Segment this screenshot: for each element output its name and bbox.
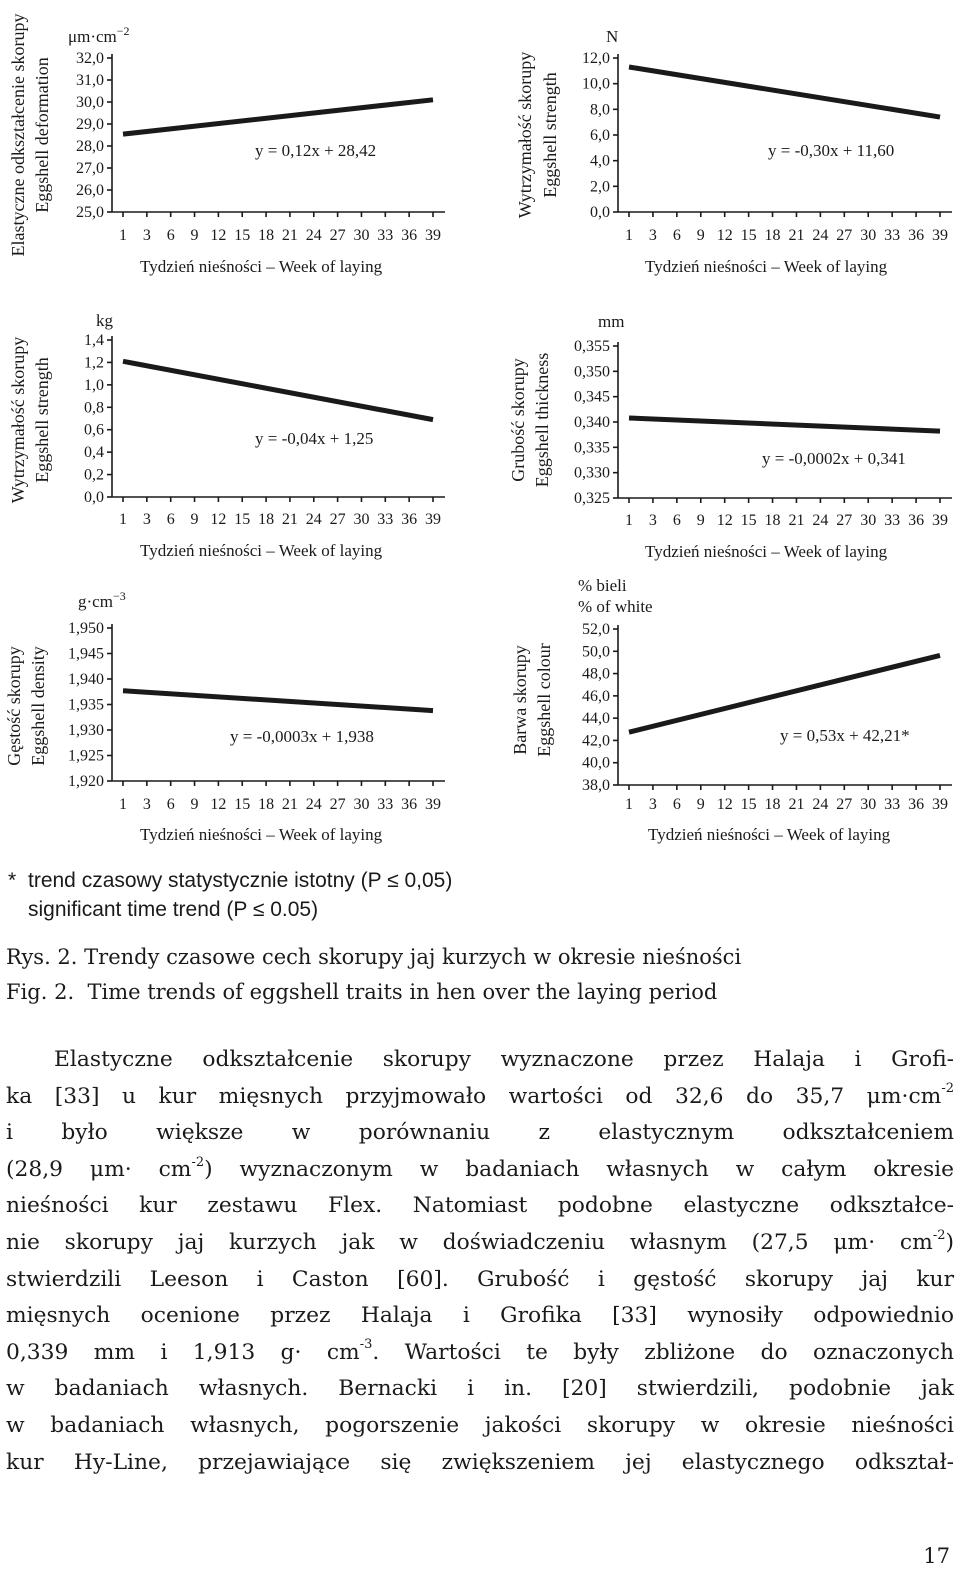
y-tick-label: 0,4: [84, 444, 104, 462]
y-tick-label: 25,0: [76, 204, 104, 221]
x-tick-label: 12: [716, 512, 733, 529]
x-tick-label: 1: [625, 796, 633, 813]
chart-eggshell-strength-n: [515, 27, 952, 276]
y-tick-label: 0,0: [590, 204, 610, 221]
body-line: nie skorupy jaj kurzych jak w doświadczeniu własnym (27,5 $\mu m\cdot cm^{-2}$): [6, 1227, 954, 1255]
x-tick-label: 1: [625, 227, 633, 244]
x-tick-label: 39: [932, 227, 948, 244]
x-tick-label: 12: [210, 511, 227, 528]
y-tick-label: 1,4: [84, 332, 104, 349]
x-tick-label: 15: [740, 512, 757, 529]
x-tick-label: 18: [764, 512, 781, 529]
y-axis-label-en: Eggshell density: [28, 646, 48, 766]
x-tick-label: 3: [142, 511, 151, 528]
unit-label: kg: [96, 311, 113, 330]
y-tick-label: 1,940: [68, 671, 104, 688]
x-tick-label: 21: [788, 227, 805, 244]
y-tick-label: 50,0: [582, 643, 610, 661]
y-tick-label: 0,0: [84, 489, 104, 506]
caption-pl: Rys. 2. Trendy czasowe cech skorupy jaj kurzych w okresie nieśności: [6, 945, 742, 969]
x-tick-label: 33: [377, 227, 394, 244]
body-line: 0,339 mm i 1,913 $g\cdot cm^{-3}$. Wartości te były zbliżone do oznaczonych: [6, 1337, 955, 1365]
chart-eggshell-density: [4, 589, 445, 844]
trend-line: [123, 100, 433, 134]
x-tick-label: 6: [166, 796, 175, 813]
y-axis-label-en: Eggshell colour: [534, 643, 554, 757]
y-tick-label: 0,330: [574, 464, 610, 482]
y-tick-label: 1,930: [68, 722, 104, 739]
y-tick-label: 40,0: [582, 754, 610, 772]
x-tick-label: 3: [648, 796, 657, 813]
x-tick-label: 1: [119, 511, 127, 528]
y-axis-label-pl: Barwa skorupy: [510, 645, 530, 755]
x-tick-label: 27: [836, 512, 853, 529]
y-tick-label: 10,0: [582, 75, 610, 93]
y-tick-label: 1,935: [68, 696, 104, 714]
x-tick-label: 33: [884, 227, 901, 244]
y-tick-label: 1,950: [68, 620, 104, 637]
y-tick-label: 0,2: [84, 466, 104, 484]
x-tick-label: 33: [884, 512, 901, 529]
body-line: i było większe w porównaniu z elastycznym odkształceniem: [6, 1120, 954, 1146]
x-tick-label: 27: [329, 511, 346, 528]
x-tick-label: 36: [908, 512, 925, 529]
page-number: 17: [923, 1544, 950, 1568]
x-tick-label: 3: [648, 227, 657, 244]
x-tick-label: 9: [696, 512, 705, 529]
y-axis-label-pl: Grubość skorupy: [508, 358, 528, 482]
y-tick-label: 1,2: [84, 354, 104, 372]
chart-eggshell-deformation: [8, 14, 445, 276]
y-tick-label: 4,0: [590, 152, 610, 170]
y-tick-label: 1,0: [84, 376, 104, 394]
chart-eggshell-colour: [510, 576, 952, 844]
body-line: w badaniach własnych, pogorszenie jakości skorupy w okresie nieśności: [6, 1412, 954, 1438]
body-line: stwierdzili Leeson i Caston [60]. Grubość i gęstość skorupy jaj kur: [6, 1266, 954, 1292]
x-tick-label: 21: [281, 511, 298, 528]
note-line-en: significant time trend (P ≤ 0.05): [28, 898, 319, 921]
x-tick-label: 6: [166, 227, 175, 244]
x-tick-label: 9: [190, 796, 199, 813]
y-tick-label: 48,0: [582, 665, 610, 683]
x-tick-label: 6: [672, 512, 681, 529]
y-tick-label: 27,0: [76, 160, 104, 177]
x-tick-label: 30: [353, 227, 370, 244]
x-axis-label: Tydzień nieśności – Week of laying: [645, 542, 888, 561]
trend-line: [123, 691, 433, 711]
body-line: ka [33] u kur mięsnych przyjmowało wartości od 32,6 do 35,7 $\mu m\cdot cm^{-2}$: [6, 1081, 954, 1109]
x-tick-label: 24: [305, 796, 322, 813]
x-tick-label: 6: [166, 511, 175, 528]
x-tick-label: 12: [716, 227, 733, 244]
x-tick-label: 1: [119, 796, 127, 813]
x-tick-label: 12: [210, 796, 227, 813]
x-tick-label: 30: [860, 512, 877, 529]
x-tick-label: 9: [190, 227, 199, 244]
y-tick-label: 0,350: [574, 363, 610, 381]
chart-eggshell-strength-kg: [8, 311, 445, 560]
x-axis-label: Tydzień nieśności – Week of laying: [648, 825, 891, 844]
x-tick-label: 18: [258, 227, 275, 244]
x-tick-label: 21: [281, 227, 298, 244]
x-tick-label: 6: [672, 796, 681, 813]
x-tick-label: 18: [764, 796, 781, 813]
x-tick-label: 3: [648, 512, 657, 529]
trend-line: [629, 418, 940, 431]
x-tick-label: 33: [377, 511, 394, 528]
x-tick-label: 27: [836, 796, 853, 813]
x-tick-label: 36: [401, 511, 418, 528]
y-tick-label: 0,335: [574, 439, 610, 457]
trend-equation: y = 0,53x + 42,21*: [780, 726, 910, 745]
body-line: (28,9 $\mu m\cdot cm^{-2}$) wyznaczonym w badaniach własnych w całym okresie: [6, 1154, 954, 1182]
y-axis-label-pl: Wytrzymałość skorupy: [515, 51, 535, 219]
y-axis-label-pl: Gęstość skorupy: [4, 646, 24, 766]
x-tick-label: 39: [425, 796, 441, 813]
caption-en: Fig. 2. Time trends of eggshell traits in hen over the laying period: [6, 980, 718, 1004]
chart-eggshell-thickness: [508, 312, 952, 561]
x-tick-label: 9: [190, 511, 199, 528]
y-tick-label: 0,325: [574, 490, 610, 507]
x-tick-label: 9: [696, 227, 705, 244]
x-tick-label: 15: [740, 227, 757, 244]
body-line: Elastyczne odkształcenie skorupy wyznaczone przez Halaja i Grofi-: [54, 1047, 954, 1072]
y-axis-label-en: Eggshell thickness: [532, 352, 552, 488]
unit-label: mm: [598, 312, 625, 331]
trend-line: [629, 655, 940, 732]
trend-equation: y = -0,04x + 1,25: [255, 429, 374, 448]
y-tick-label: 0,6: [84, 421, 104, 439]
x-tick-label: 33: [884, 796, 901, 813]
unit-label: % bieli: [578, 576, 627, 595]
x-axis-label: Tydzień nieśności – Week of laying: [645, 257, 888, 276]
y-tick-label: 0,340: [574, 414, 610, 431]
y-tick-label: 38,0: [582, 777, 610, 794]
x-tick-label: 9: [696, 796, 705, 813]
x-tick-label: 30: [353, 511, 370, 528]
y-tick-label: 1,945: [68, 645, 104, 663]
x-tick-label: 15: [740, 796, 757, 813]
x-tick-label: 36: [401, 227, 418, 244]
y-tick-label: 46,0: [582, 687, 610, 705]
x-tick-label: 21: [788, 512, 805, 529]
trend-line: [123, 361, 433, 419]
x-tick-label: 36: [908, 227, 925, 244]
unit-label: N: [606, 27, 619, 46]
y-tick-label: 2,0: [590, 178, 610, 196]
x-tick-label: 21: [281, 796, 298, 813]
x-axis-label: Tydzień nieśności – Week of laying: [140, 825, 383, 844]
body-paragraph: [6, 1042, 954, 1481]
x-tick-label: 15: [234, 511, 251, 528]
note-star: *: [8, 869, 17, 892]
unit-label-secondary: % of white: [578, 597, 653, 616]
x-tick-label: 33: [377, 796, 394, 813]
x-axis-label: Tydzień nieśności – Week of laying: [140, 541, 383, 560]
note-line-pl: trend czasowy statystycznie istotny (P ≤ 0,05): [28, 869, 453, 892]
y-tick-label: 29,0: [76, 116, 104, 133]
y-tick-label: 26,0: [76, 182, 104, 199]
x-tick-label: 15: [234, 227, 251, 244]
figure-notes: [8, 866, 452, 924]
x-tick-label: 18: [258, 511, 275, 528]
trend-equation: y = 0,12x + 28,42: [255, 141, 377, 160]
x-tick-label: 39: [932, 512, 948, 529]
x-tick-label: 24: [812, 512, 829, 529]
body-line: kur Hy-Line, przejawiające się zwiększeniem jej elastycznego odkształ-: [6, 1449, 954, 1475]
x-tick-label: 27: [836, 227, 853, 244]
y-axis-label-en: Eggshell strength: [32, 357, 52, 483]
x-tick-label: 3: [142, 227, 151, 244]
x-tick-label: 39: [425, 227, 441, 244]
x-tick-label: 30: [353, 796, 370, 813]
trend-line: [629, 67, 940, 117]
x-tick-label: 12: [716, 796, 733, 813]
x-tick-label: 39: [425, 511, 441, 528]
x-tick-label: 6: [672, 227, 681, 244]
y-tick-label: 0,345: [574, 388, 610, 406]
y-tick-label: 0,8: [84, 399, 104, 417]
x-tick-label: 24: [305, 511, 322, 528]
x-tick-label: 3: [142, 796, 151, 813]
x-tick-label: 27: [329, 227, 346, 244]
trend-equation: y = -0,0002x + 0,341: [762, 449, 906, 468]
y-tick-label: 12,0: [582, 50, 610, 67]
x-tick-label: 30: [860, 227, 877, 244]
x-axis-label: Tydzień nieśności – Week of laying: [140, 257, 383, 276]
y-axis-label-pl: Wytrzymałość skorupy: [8, 336, 28, 504]
x-tick-label: 36: [401, 796, 418, 813]
y-axis-label-pl: Elastyczne odkształcenie skorupy: [8, 13, 28, 257]
x-tick-label: 36: [908, 796, 925, 813]
y-tick-label: 31,0: [76, 72, 104, 89]
unit-label: $g\cdot cm^{-3}$: [78, 589, 126, 611]
body-line: w badaniach własnych. Bernacki i in. [20] stwierdzili, podobnie jak: [6, 1376, 954, 1402]
x-tick-label: 18: [764, 227, 781, 244]
y-tick-label: 30,0: [76, 94, 104, 111]
x-tick-label: 24: [305, 227, 322, 244]
y-tick-label: 0,355: [574, 338, 610, 355]
y-axis-label-en: Eggshell deformation: [32, 57, 52, 213]
x-tick-label: 27: [329, 796, 346, 813]
trend-equation: y = -0,0003x + 1,938: [230, 727, 374, 746]
x-tick-label: 1: [119, 227, 127, 244]
body-line: mięsnych ocenione przez Halaja i Grofika [33] wynosiły odpowiednio: [6, 1303, 954, 1329]
trend-equation: y = -0,30x + 11,60: [768, 141, 895, 160]
x-tick-label: 15: [234, 796, 251, 813]
x-tick-label: 24: [812, 227, 829, 244]
x-tick-label: 18: [258, 796, 275, 813]
y-axis-label-en: Eggshell strength: [540, 72, 560, 198]
x-tick-label: 21: [788, 796, 805, 813]
body-line: nieśności kur zestawu Flex. Natomiast podobne elastyczne odkształce-: [6, 1193, 954, 1219]
y-tick-label: 6,0: [590, 127, 610, 144]
x-tick-label: 24: [812, 796, 829, 813]
x-tick-label: 30: [860, 796, 877, 813]
y-tick-label: 1,925: [68, 747, 104, 765]
y-tick-label: 28,0: [76, 138, 104, 155]
x-tick-label: 39: [932, 796, 948, 813]
y-tick-label: 32,0: [76, 50, 104, 67]
figure-caption: [6, 940, 741, 1010]
y-tick-label: 8,0: [590, 101, 610, 119]
x-tick-label: 1: [625, 512, 633, 529]
y-tick-label: 44,0: [582, 710, 610, 728]
y-tick-label: 42,0: [582, 732, 610, 750]
x-tick-label: 12: [210, 227, 227, 244]
unit-label: $\mu m\cdot cm^{-2}$: [68, 24, 130, 46]
y-tick-label: 1,920: [68, 773, 104, 790]
y-tick-label: 52,0: [582, 621, 610, 638]
